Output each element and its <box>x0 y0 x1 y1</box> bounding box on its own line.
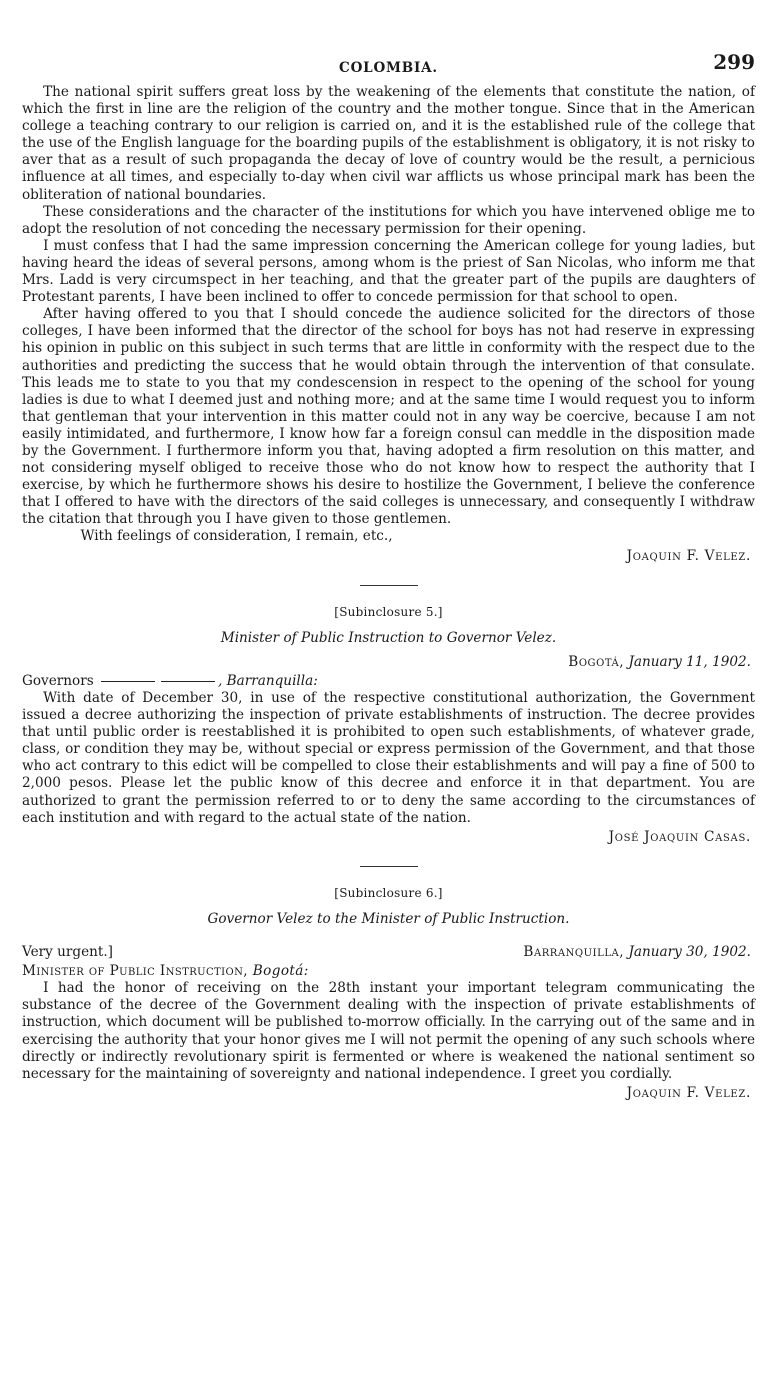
date: January 11, 1902. <box>628 653 751 670</box>
addressee-city: Bogotá: <box>252 963 309 980</box>
page-number: 299 <box>713 50 755 74</box>
paragraph: I had the honor of receiving on the 28th instant your important telegram communicating the substance of the decree of the Government dealing with the inspection of private establishments of instruction, which document will be published to-morrow officially. In the carrying out of the same and in exercising the authority that your honor gives me I will not permit the opening of any such schools where directly or indirectly revolutionary spirit is fermented or where is weakened the national sentiment so necessary for the maintaining of sovereignty and national independence. I greet you cordially. <box>22 980 755 1082</box>
letter-caption: Governor Velez to the Minister of Public Instruction. <box>207 910 570 927</box>
addressee-city: , Barranquilla: <box>218 672 318 689</box>
running-header <box>22 50 755 84</box>
urgent-date-line <box>22 944 755 961</box>
date: January 30, 1902. <box>628 944 751 961</box>
subinclosure-label: [Subinclosure 6.] <box>334 885 443 900</box>
paragraph: I must confess that I had the same impression concerning the American college for young ladies, but having heard the ideas of several persons, among whom is the priest of San Nicolas, who inform me that Mrs. Ladd is very circumspect in her teaching, and that the greater part of the pupils are daughters of Protestant parents, I have been inclined to offer to concede permission for that school to open. <box>22 237 755 306</box>
letter-caption: Minister of Public Instruction to Governor Velez. <box>220 629 557 646</box>
subinclosure-label: [Subinclosure 5.] <box>334 604 443 619</box>
closing-line: With feelings of consideration, I remain, etc., <box>80 528 393 545</box>
signature: Joaquin F. Velez. <box>626 547 751 564</box>
paragraph: After having offered to you that I should concede the audience solicited for the directors of those colleges, I have been informed that the director of the school for boys has not had reserve in expressing his opinion in public on this subject in such terms that are little in conformity with the respect due to the authorities and predicting the success that he would obtain through the intervention of that consulate. This leads me to state to you that my condescension in respect to the opening of the school for young ladies is due to what I deemed just and nothing more; and at the same time I would request you to inform that gentleman that your intervention in this matter could not in any way be coercive, because I am not easily intimidated, and furthermore, I know how far a foreign consul can meddle in the disposition made by the Government. I furthermore inform you that, having adopted a firm resolution on this matter, and not considering myself obliged to receive those who do not know how to respect the authority that I exercise, by which he furthermore shows his desire to hostilize the Government, I believe the conference that I offered to have with the directors of the said colleges is unnecessary, and consequently I withdraw the citation that through you I have given to those gentlemen. <box>22 306 755 528</box>
addressee: Governors <box>22 672 94 689</box>
urgency-note: Very urgent.] <box>22 944 113 961</box>
blank-line <box>161 681 215 682</box>
place-date-line <box>22 654 755 671</box>
signature: José Joaquin Casas. <box>608 828 751 845</box>
section-divider <box>360 866 418 867</box>
addressee-line <box>22 963 755 980</box>
blank-line <box>101 681 155 682</box>
subinclosure-5 <box>22 604 755 846</box>
paragraph: The national spirit suffers great loss by the weakening of the elements that constitute the nation, of which the first in line are the religion of the country and the mother tongue. Since that in the American college a teaching contrary to our religion is carried on, and it is the established rule of the college that the use of the English language for the boarding pupils of the establishment is obligatory, it is not risky to aver that as a result of such propaganda the decay of love of country would be the result, a pernicious influence at all times, and especially to-day when civil war afflicts us whose principal mark has been the obliteration of national boundaries. <box>22 84 755 203</box>
signature: Joaquin F. Velez. <box>626 1084 751 1101</box>
place-date <box>523 944 755 961</box>
paragraph: With date of December 30, in use of the respective constitutional authorization, the Government issued a decree authorizing the inspection of private establishments of instruction. The decree provides that until public order is reestablished it is prohibited to open such establishments, of whatever grade, class, or condition they may be, without special or express permission of the Government, and that those who act contrary to this edict will be compelled to close their establishments and will pay a fine of 500 to 2,000 pesos. Please let the public know of this decree and enforce it in that department. You are authorized to grant the permission referred to or to deny the same according to the circumstances of each institution and with regard to the actual state of the nation. <box>22 690 755 826</box>
paragraph: These considerations and the character of the institutions for which you have intervened oblige me to adopt the resolution of not conceding the necessary permission for their opening. <box>22 203 755 237</box>
place: Bogotá, <box>568 653 625 670</box>
addressee-line <box>22 673 755 690</box>
letter-1 <box>22 84 755 565</box>
subinclosure-6 <box>22 885 755 1102</box>
running-title: COLOMBIA. <box>339 60 438 76</box>
place: Barranquilla, <box>523 944 625 961</box>
section-divider <box>360 585 418 586</box>
addressee: Minister of Public Instruction, <box>22 963 248 980</box>
